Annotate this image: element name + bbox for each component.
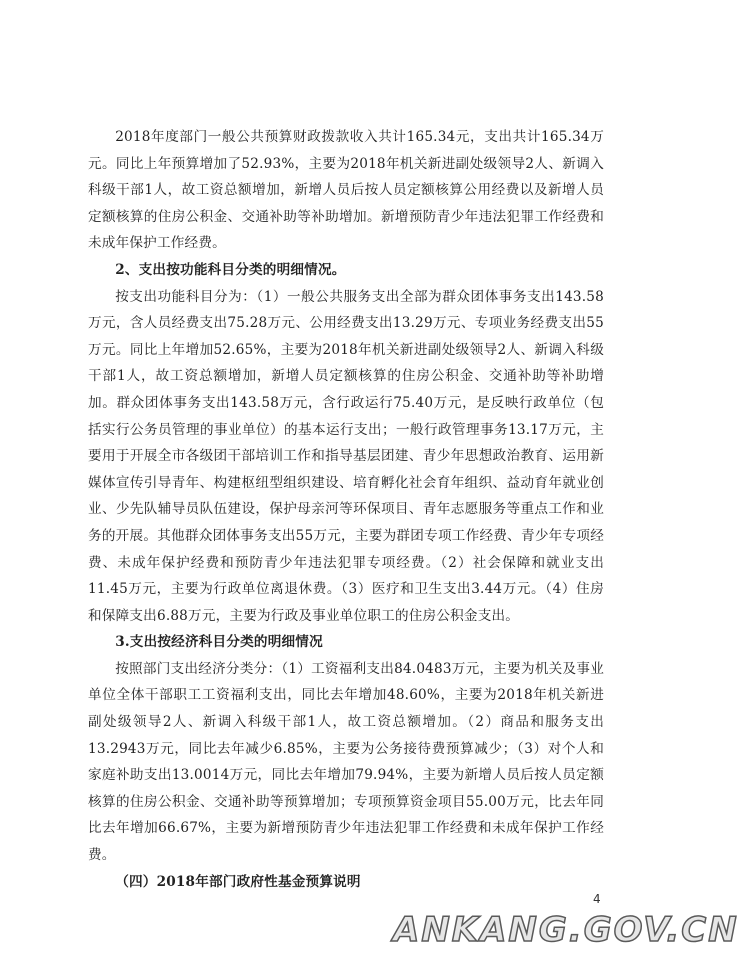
section-heading-functional: 2、支出按功能科目分类的明细情况。 [115, 261, 346, 278]
section-heading-economic: 3.支出按经济科目分类的明细情况 [115, 634, 323, 651]
document-body [88, 124, 604, 895]
paragraph-functional-details: 按支出功能科目分为：（1）一般公共服务支出全部为群众团体事务支出143.58万元，含人员经费支出75.28万元、公用经费支出13.29万元、专项业务经费支出55万元。同比上年增加52.65%，主要为2018年机关新进副处级领导2人、新调入科级干部1人，故工资总额增加，新增人员定额核算的住房公积金、交通补助等补助增加。群众团体事务支出143.58万元，含行政运行75.40万元，是反映行政单位（包括实行公务员管理的事业单位）的基本运行支出；一般行政管理事务13.17万元，主要用于开展全市各级团干部培训工作和指导基层团建、青少年思想政治教育、运用新媒体宣传引导青年、构建枢纽型组织建设、培育孵化社会育年组织、益动育年就业创业、少先队辅导员队伍建设，保护母亲河等环保项目、青年志愿服务等重点工作和业务的开展。其他群众团体事务支出55万元，主要为群团专项工作经费、青少年专项经费、未成年保护经费和预防青少年违法犯罪专项经费。（2）社会保障和就业支出11.45万元，主要为行政单位离退休费。（3）医疗和卫生支出3.44万元。（4）住房和保障支出6.88万元，主要为行政及事业单位职工的住房公积金支出。 [88, 288, 604, 624]
site-watermark: ANKANG.GOV.CN [393, 910, 739, 950]
paragraph-budget-summary: 2018年度部门一般公共预算财政拨款收入共计165.34元，支出共计165.34万元。同比上年预算增加了52.93%，主要为2018年机关新进副处级领导2人、新调入科级干部1人，故工资总额增加，新增人员后按人员定额核算公用经费以及新增人员定额核算的住房公积金、交通补助等补助增加。新增预防青少年违法犯罪工作经费和未成年保护工作经费。 [88, 129, 604, 252]
section-heading-fund-budget: （四）2018年部门政府性基金预算说明 [115, 873, 361, 890]
page-number: 4 [593, 892, 601, 906]
paragraph-economic-details: 按照部门支出经济分类分：（1）工资福利支出84.0483万元，主要为机关及事业单位全体干部职工工资福利支出，同比去年增加48.60%，主要为2018年机关新进副处级领导2人、新调入科级干部1人，故工资总额增加。（2）商品和服务支出13.2943万元，同比去年减少6.85%，主要为公务接待费预算减少；（3）对个人和家庭补助支出13.0014万元，同比去年增加79.94%，主要为新增人员后按人员定额核算的住房公积金、交通补助等预算增加；专项预算资金项目55.00万元，比去年同比去年增加66.67%，主要为新增预防青少年违法犯罪工作经费和未成年保护工作经费。 [88, 660, 604, 864]
